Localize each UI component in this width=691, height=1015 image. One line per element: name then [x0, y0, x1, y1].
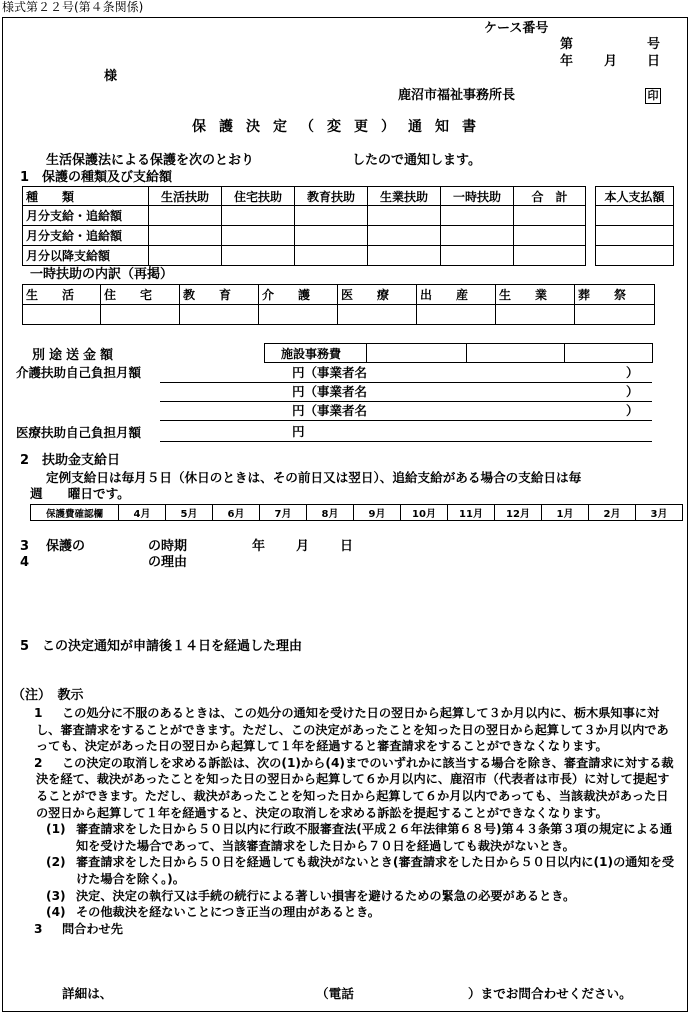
- note-2-sub4: (4) その他裁決を経ないことにつき正当の理由があるとき。: [46, 905, 380, 920]
- inquiry-phone: （電話: [316, 986, 354, 1001]
- recipient-sama: 様: [104, 69, 118, 84]
- care-yen-2: 円（事業者名: [292, 384, 368, 399]
- month-cell: 8月: [307, 505, 354, 521]
- note-2-sub3: (3) 決定、決定の執行又は手続の続行による著しい損害を避けるための緊急の必要があるとき。: [46, 888, 576, 903]
- section5-heading: 5 この決定通知が申請後１４日を経過した理由: [20, 639, 303, 654]
- table-row: [23, 246, 586, 266]
- facility-fee-table: [264, 343, 653, 363]
- payment-table: [22, 186, 586, 266]
- month-cell: 6月: [213, 505, 260, 521]
- case-number-label: ケース番号: [484, 21, 549, 36]
- header-occupation: 生業扶助: [368, 187, 441, 206]
- notes-heading: （注） 教示: [12, 688, 84, 703]
- section2-heading: 2 扶助金支給日: [20, 453, 121, 468]
- breakdown-education: 教 育: [180, 285, 259, 305]
- month-cell: 2月: [589, 505, 636, 521]
- section4-num: 4: [20, 555, 30, 570]
- note-3: 3 問合わせ先: [34, 921, 123, 936]
- note-2-sub2: (2) 審査請求をした日から５０日を経過しても裁決がないとき(審査請求をした日から５０日以内に(1)の通知を受けた場合を除く。)。: [46, 855, 675, 886]
- care-close-3: ）: [626, 403, 639, 418]
- facility-fee-label: 施設事務費: [265, 344, 367, 363]
- care-close-1: ）: [626, 365, 639, 380]
- header-temporary: 一時扶助: [441, 187, 514, 206]
- note-1: 1 この処分に不服のあるときは、この処分の通知を受けた日の翌日から起算して３か月以内に、栃木県知事に対し、審査請求をすることができます。ただし、この決定があったことを知った日の翌日から起算して３か月以内であっても、決定があった日の翌日から起算して１年を経過すると審査請求をすることができなくなります。: [34, 706, 669, 754]
- breakdown-housing: 住 宅: [101, 285, 180, 305]
- office-name: 鹿沼市福祉事務所長: [398, 88, 516, 103]
- breakdown-occupation: 生 業: [496, 285, 575, 305]
- payday-text-1: 定例支給日は毎月５日（休日のときは、その前日又は翌日）、追給支給がある場合の支給日は毎: [46, 470, 582, 485]
- breakdown-medical: 医 療: [338, 285, 417, 305]
- breakdown-childbirth: 出 産: [417, 285, 496, 305]
- section1-heading: 1 保護の種類及び支給額: [20, 170, 173, 185]
- note-2-sub1: (1) 審査請求をした日から５０日以内に行政不服審査法(平成２６年法律第６８号)第４３条第３項の規定による通知を受けた場合であって、当該審査請求をした日から７０日を経過しても裁決がないとき。: [46, 822, 673, 853]
- month-cell: 7月: [260, 505, 307, 521]
- inquiry-closing: ）までお問合わせください。: [468, 986, 632, 1001]
- section3-jiki: の時期: [148, 539, 188, 554]
- inquiry-detail: 詳細は、: [62, 986, 113, 1001]
- date-year: 年: [560, 54, 574, 69]
- section3-hogo: 保護の: [46, 539, 86, 554]
- month-cell: 3月: [636, 505, 683, 521]
- month-cell: 5月: [166, 505, 213, 521]
- section4-riyu: の理由: [148, 555, 188, 570]
- section3-num: 3: [20, 539, 30, 554]
- header-kind: 種 類: [23, 187, 149, 206]
- notes-body: [16, 705, 680, 937]
- table-row: [23, 206, 586, 226]
- intro-right: したので通知します。: [352, 153, 481, 168]
- month-cell: 12月: [495, 505, 542, 521]
- month-cell: 4月: [119, 505, 166, 521]
- header-living: 生活扶助: [149, 187, 222, 206]
- month-cell: 10月: [401, 505, 448, 521]
- intro-left: 生活保護法による保護を次のとおり: [46, 153, 255, 168]
- table-row: [23, 305, 655, 325]
- own-payment-header: 本人支払額: [596, 187, 674, 206]
- section3-year: 年: [252, 539, 266, 554]
- check-table: [30, 504, 683, 521]
- check-label: 保護費確認欄: [31, 505, 119, 521]
- date-day: 日: [647, 54, 661, 69]
- breakdown-funeral: 葬 祭: [575, 285, 655, 305]
- form-number: 様式第２２号(第４条関係): [2, 0, 144, 14]
- separate-amount-label: 別途送金額: [32, 348, 118, 363]
- header-education: 教育扶助: [295, 187, 368, 206]
- month-cell: 11月: [448, 505, 495, 521]
- date-month: 月: [604, 54, 618, 69]
- row-label: 月分支給・追給額: [23, 206, 149, 226]
- section3-month: 月: [296, 539, 310, 554]
- case-go: 号: [647, 37, 661, 52]
- care-yen-1: 円（事業者名: [292, 365, 368, 380]
- month-cell: 9月: [354, 505, 401, 521]
- breakdown-title: 一時扶助の内訳（再掲）: [30, 267, 174, 282]
- care-close-2: ）: [626, 384, 639, 399]
- care-burden-label: 介護扶助自己負担月額: [16, 365, 142, 380]
- document-title: 保護決定（変更）通知書: [192, 119, 489, 135]
- header-housing: 住宅扶助: [222, 187, 295, 206]
- row-label: 月分支給・追給額: [23, 226, 149, 246]
- breakdown-header: [23, 285, 655, 305]
- note-2: 2 この決定の取消しを求める訴訟は、次の(1)から(4)までのいずれかに該当する場合を除き、審査請求に対する裁決を経て、裁決があったことを知った日の翌日から起算して６か月以内に、鹿沼市（代表者は市長）に対して提起することができます。ただし、裁決があったことを知った日から起算して６か月以内であっても、当該裁決があった日の翌日から起算して１年を経過すると、決定の取消しを求める訴訟を提起することができなくなります。: [34, 755, 674, 820]
- breakdown-table: [22, 284, 655, 325]
- seal-mark: 印: [645, 88, 661, 104]
- own-payment-table: [595, 186, 674, 266]
- table-row: [23, 226, 586, 246]
- header-total: 合 計: [514, 187, 586, 206]
- section3-day: 日: [340, 539, 354, 554]
- month-cell: 1月: [542, 505, 589, 521]
- row-label: 月分以降支給額: [23, 246, 149, 266]
- breakdown-care: 介 護: [259, 285, 338, 305]
- payday-text-2: 週 曜日です。: [30, 486, 130, 501]
- breakdown-living: 生 活: [23, 285, 101, 305]
- payment-table-header: [23, 187, 586, 206]
- medical-yen: 円: [292, 424, 305, 439]
- care-yen-3: 円（事業者名: [292, 403, 368, 418]
- case-dai: 第: [560, 37, 574, 52]
- medical-burden-label: 医療扶助自己負担月額: [16, 425, 142, 440]
